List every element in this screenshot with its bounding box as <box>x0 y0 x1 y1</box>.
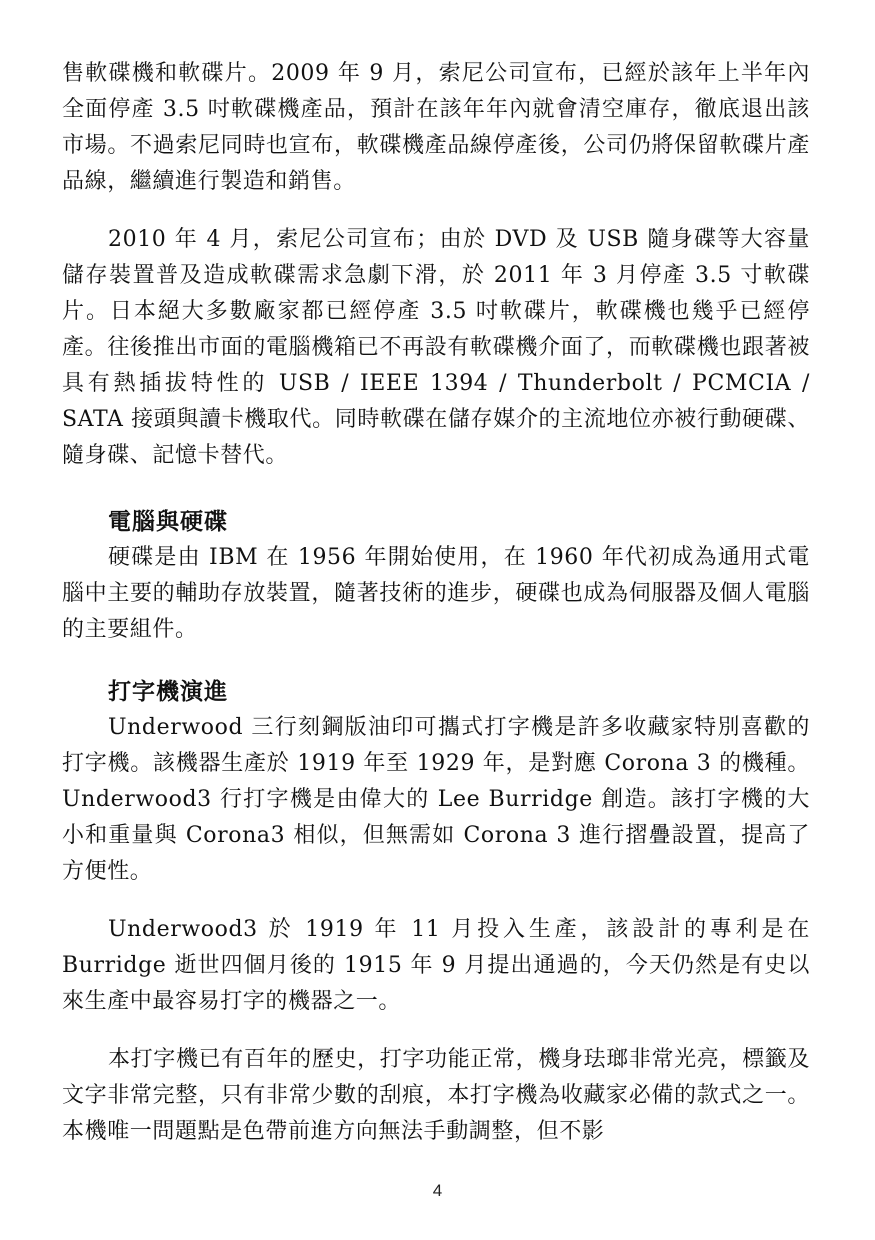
section-heading-typewriter-evolution: 打字機演進 <box>108 678 228 705</box>
body-paragraph-underwood-typewriter: Underwood 三行刻鋼版油印可攜式打字機是許多收藏家特別喜歡的打字機。該機器生產於 1919 年至 1929 年，是對應 Corona 3 的機種。Underwood3 行打字機是由偉大的 Lee Burridge 創造。該打字機的大小和重量與 Corona3 相似，但無需如 Corona 3 進行摺疊設置，提高了方便性。 <box>62 715 810 884</box>
body-paragraph-floppy-sony-2009: 售軟碟機和軟碟片。2009 年 9 月，索尼公司宣布，已經於該年上半年內全面停產 3.5 吋軟碟機產品，預計在該年年內就會清空庫存，徹底退出該市場。不過索尼同時也宣布，軟碟機產品線停產後，公司仍將保留軟碟片產品線，繼續進行製造和銷售。 <box>62 61 810 194</box>
section-heading-computers-and-hard-disks: 電腦與硬碟 <box>108 508 228 535</box>
body-paragraph-typewriter-condition: 本打字機已有百年的歷史，打字功能正常，機身珐瑯非常光亮，標籤及文字非常完整，只有非常少數的刮痕，本打字機為收藏家必備的款式之一。本機唯一問題點是色帶前進方向無法手動調整，但不影 <box>62 1047 810 1144</box>
body-paragraph-hard-disk: 硬碟是由 IBM 在 1956 年開始使用，在 1960 年代初成為通用式電腦中主要的輔助存放裝置，隨著技術的進步，硬碟也成為伺服器及個人電腦的主要組件。 <box>62 545 810 642</box>
page-number: 4 <box>432 1181 443 1200</box>
document-page <box>62 56 810 1150</box>
body-paragraph-underwood3-production: Underwood3 於 1919 年 11 月投入生產，該設計的專利是在 Burridge 逝世四個月後的 1915 年 9 月提出通過的，今天仍然是有史以來生產中最容易打字的機器之一。 <box>62 917 810 1014</box>
body-paragraph-floppy-sony-2010: 2010 年 4 月，索尼公司宣布；由於 DVD 及 USB 隨身碟等大容量儲存裝置普及造成軟碟需求急劇下滑，於 2011 年 3 月停產 3.5 寸軟碟片。日本絕大多數廠家都已經停產 3.5 吋軟碟片，軟碟機也幾乎已經停產。往後推出市面的電腦機箱已不再設有軟碟機介面了，而軟碟機也跟著被具有熱插拔特性的 USB / IEEE 1394 / Thunderbolt / PCMCIA / SATA 接頭與讀卡機取代。同時軟碟在儲存媒介的主流地位亦被行動硬碟、隨身碟、記憶卡替代。 <box>62 227 810 468</box>
